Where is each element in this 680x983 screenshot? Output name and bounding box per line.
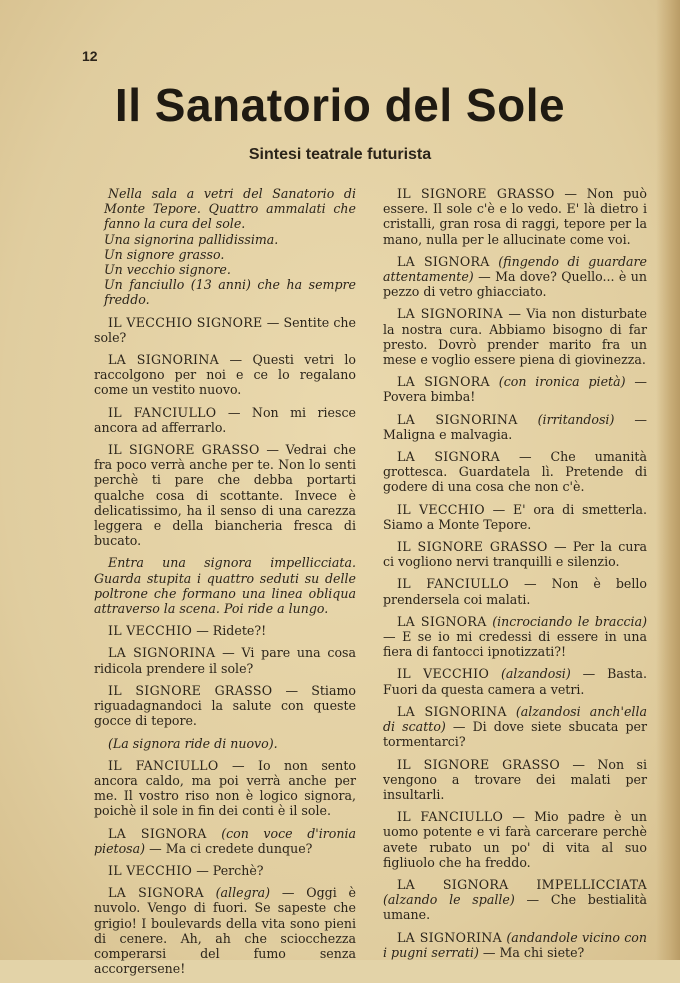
dialogue-text: — Non è bello prendersela coi malati. (383, 576, 647, 607)
speaker-name: LA SIGNORINA (108, 645, 216, 661)
speaker-name: LA SIGNORA (397, 253, 490, 269)
speaker-name: IL FANCIULLO (108, 404, 217, 420)
speaker-name: LA SIGNORA (397, 613, 487, 629)
dialogue-line (94, 315, 356, 345)
dialogue-line (383, 412, 647, 442)
stage-direction: Un signore grasso. (104, 246, 225, 262)
dialogue-line (94, 758, 356, 819)
dialogue-text: — Basta. Fuori da questa camera a vetri. (383, 666, 647, 697)
dialogue-line (383, 614, 647, 660)
stage-direction: Nella sala a vetri del Sanatorio di Monte Tepore. Quattro ammalati che fanno la cura del sole. (104, 186, 356, 232)
dialogue-line (383, 704, 647, 750)
speaker-name: IL VECCHIO (108, 862, 193, 878)
dialogue-text: — Vedrai che fra poco verrà anche per te. Non lo senti perchè ti pare che debba portarti qualche cosa di scottante. Invece è delicatissimo, ha il senso di una carezza leggera e della biancheria fresca di bucato. (94, 442, 356, 549)
dialogue-line (383, 502, 647, 532)
dialogue-line (383, 877, 647, 923)
speaker-name: IL VECCHIO (397, 666, 490, 682)
dialogue-text: — Stiamo riguadagnandoci la salute con queste gocce di tepore. (94, 682, 356, 729)
dialogue-line (94, 555, 356, 616)
dialogue-line (383, 306, 647, 367)
stage-direction: (con voce d'ironia pietosa) (94, 825, 357, 856)
speaker-name: LA SIGNORA IMPELLICCIATA (397, 876, 647, 892)
dialogue-line (383, 254, 647, 300)
dialogue-text: — Povera bimba! (383, 374, 647, 405)
left-column (94, 186, 356, 983)
page-subtitle: Sintesi teatrale futurista (248, 146, 432, 163)
stage-direction: (alzando le spalle) (383, 892, 515, 908)
speaker-name: LA SIGNORINA (397, 306, 503, 322)
stage-direction: Un fanciullo (13 anni) che ha sempre freddo. (104, 277, 356, 308)
speaker-name: LA SIGNORINA (108, 352, 220, 368)
speaker-name: IL SIGNORE GRASSO (397, 186, 555, 201)
stage-direction: (andandole vicino con i pugni serrati) (383, 929, 647, 960)
dialogue-line (383, 186, 647, 247)
dialogue-line (94, 826, 356, 856)
page-title: Il Sanatorio del Sole (114, 79, 566, 131)
speaker-name: IL VECCHIO (108, 623, 193, 639)
dialogue-text: — Di dove siete sbucata per tormentarci? (383, 719, 647, 750)
dialogue-line (94, 645, 356, 675)
speaker-name: LA SIGNORA (108, 825, 207, 841)
stage-direction: (incrociando le braccia) (492, 613, 647, 629)
dialogue-text: — Io non sento ancora caldo, ma poi verrà anche per me. Il vostro riso non è logico signora, poichè il sole in fin dei conti è il sole. (94, 757, 356, 819)
dialogue-line (94, 736, 356, 751)
speaker-name: IL FANCIULLO (397, 576, 509, 592)
dialogue-line (94, 863, 356, 878)
speaker-name: IL SIGNORE GRASSO (108, 682, 273, 698)
dialogue-line (383, 666, 647, 696)
dialogue-line (383, 930, 647, 960)
dialogue-text: — Ma chi siete? (482, 944, 585, 960)
speaker-name: IL SIGNORE GRASSO (397, 756, 560, 772)
dialogue-text: — Sentite che sole? (94, 314, 356, 345)
stage-direction: Entra una signora impellicciata. Guarda stupita i quattro seduti su delle poltrone che formano una linea obliqua attraverso la scena. Poi ride a lungo. (94, 555, 356, 617)
speaker-name: LA SIGNORA (397, 449, 501, 465)
dialogue-line (383, 809, 647, 870)
dialogue-line (94, 352, 356, 398)
dialogue-line (383, 757, 647, 803)
page-number: 12 (82, 48, 98, 64)
dialogue-text: — Non può essere. Il sole c'è e lo vedo. E' là dietro i cristalli, gran rosa di raggi, tepore per la mano, nulla per le allucinate come voi. (383, 186, 647, 247)
speaker-name: IL FANCIULLO (108, 757, 219, 773)
stage-direction: (allegra) (215, 885, 271, 901)
dialogue-text: — Che umanità grottesca. Guardatela lì. Pretende di godere di una cosa che non c'è. (383, 449, 647, 495)
dialogue-text: — Per la cura ci vogliono nervi tranquilli e silenzio. (383, 539, 647, 570)
speaker-name: IL SIGNORE GRASSO (108, 442, 260, 458)
dialogue-text: — Ma dove? Quello... è un pezzo di vetro ghiacciato. (383, 269, 647, 300)
stage-direction: Un vecchio signore. (104, 262, 231, 278)
speaker-name: IL SIGNORE GRASSO (397, 539, 548, 555)
stage-direction: (alzandosi) (501, 666, 571, 682)
dialogue-text: — Perchè? (196, 862, 264, 878)
dialogue-line (94, 405, 356, 435)
dialogue-line (94, 885, 356, 976)
dialogue-text: — Ridete?! (196, 623, 267, 639)
dialogue-text: — Non si vengono a trovare dei malati per insultarli. (383, 756, 647, 802)
dialogue-text: — Che bestialità umane. (383, 892, 647, 923)
stage-direction: Una signorina pallidissima. (104, 231, 279, 247)
dialogue-line (94, 683, 356, 729)
dialogue-line (383, 449, 647, 495)
page-edge-shadow (656, 0, 680, 960)
speaker-name: LA SIGNORA (397, 374, 490, 390)
dialogue-text: — E se io mi credessi di essere in una fiera di fantocci ipnotizzati?! (383, 629, 647, 660)
dialogue-text: — Questi vetri lo raccolgono per noi e ce lo regalano come un vestito nuovo. (94, 352, 356, 398)
dialogue-text: — E' ora di smetterla. Siamo a Monte Tepore. (383, 501, 647, 532)
dialogue-text: — Maligna e malvagia. (383, 411, 647, 442)
stage-direction: (fingendo di guardare attentamente) (383, 253, 647, 285)
stage-direction: (con ironica pietà) (498, 374, 626, 390)
stage-direction: (alzandosi anch'ella di scatto) (383, 703, 647, 735)
speaker-name: LA SIGNORINA (397, 929, 502, 945)
speaker-name: IL FANCIULLO (397, 809, 504, 825)
dialogue-text: — Mio padre è un uomo potente e vi farà carcerare perchè avete rubato un po' di vita al suo figliuolo che ha freddo. (383, 809, 647, 870)
stage-direction: (La signora ride di nuovo). (108, 735, 278, 751)
dialogue-line (383, 576, 647, 606)
speaker-name: IL VECCHIO SIGNORE (108, 314, 263, 330)
right-column (383, 186, 647, 967)
dialogue-line (94, 442, 356, 548)
speaker-name: IL VECCHIO (397, 501, 485, 517)
stage-direction: (irritandosi) (537, 411, 615, 427)
dialogue-line (383, 539, 647, 569)
dialogue-text: — Via non disturbate la nostra cura. Abbiamo bisogno di far presto. Dovrò prender marito fra un mese e voglio essere piena di giovinezza. (383, 306, 647, 368)
dialogue-text: — Non mi riesce ancora ad afferrarlo. (94, 404, 356, 435)
dialogue-text: — Vi pare una cosa ridicola prendere il sole? (94, 645, 356, 676)
speaker-name: LA SIGNORINA (397, 703, 507, 719)
speaker-name: LA SIGNORINA (397, 411, 518, 427)
dialogue-text: — Oggi è nuvolo. Vengo di fuori. Se sapeste che grigio! I boulevards della vita sono pieni di cenere. Ah, ah che sciocchezza comperarsi del fumo senza accorgersene! (94, 885, 356, 977)
speaker-name: LA SIGNORA (108, 885, 204, 901)
dialogue-line (383, 374, 647, 404)
dialogue-text: — Ma ci credete dunque? (149, 840, 313, 856)
dialogue-line (94, 623, 356, 638)
